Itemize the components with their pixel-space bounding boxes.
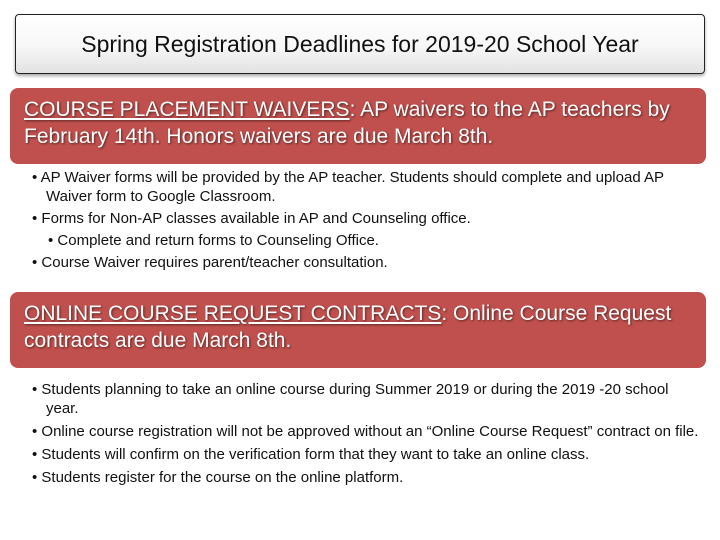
section-text-waivers: : AP waivers to the AP teachers by February 14th. Honors waivers are due March 8th. — [24, 98, 670, 148]
bullet-list-waivers — [32, 168, 702, 275]
list-item: • Students will confirm on the verification form that they want to take an online class. — [32, 446, 590, 463]
list-item: • Course Waiver requires parent/teacher consultation. — [32, 254, 388, 271]
bullet-list-online — [32, 380, 702, 491]
title-box — [15, 14, 705, 74]
section-heading-online: ONLINE COURSE REQUEST CONTRACTS — [24, 302, 442, 325]
section-heading-waivers: COURSE PLACEMENT WAIVERS — [24, 98, 350, 121]
section-banner-online — [10, 292, 706, 368]
list-item: • AP Waiver forms will be provided by the AP teacher. Students should complete and upload AP Waiver form to Google Classroom. — [32, 169, 664, 205]
list-item: • Students planning to take an online course during Summer 2019 or during the 2019 -20 school year. — [32, 381, 669, 417]
list-item: • Complete and return forms to Counseling Office. — [48, 232, 379, 249]
list-item: • Forms for Non-AP classes available in AP and Counseling office. — [32, 210, 471, 227]
section-text-online: : Online Course Request contracts are due March 8th. — [24, 302, 672, 352]
list-item: • Online course registration will not be approved without an “Online Course Request” contract on file. — [32, 423, 699, 440]
page-title: Spring Registration Deadlines for 2019-20 School Year — [81, 30, 639, 57]
list-item: • Students register for the course on the online platform. — [32, 469, 404, 486]
section-banner-waivers — [10, 88, 706, 164]
